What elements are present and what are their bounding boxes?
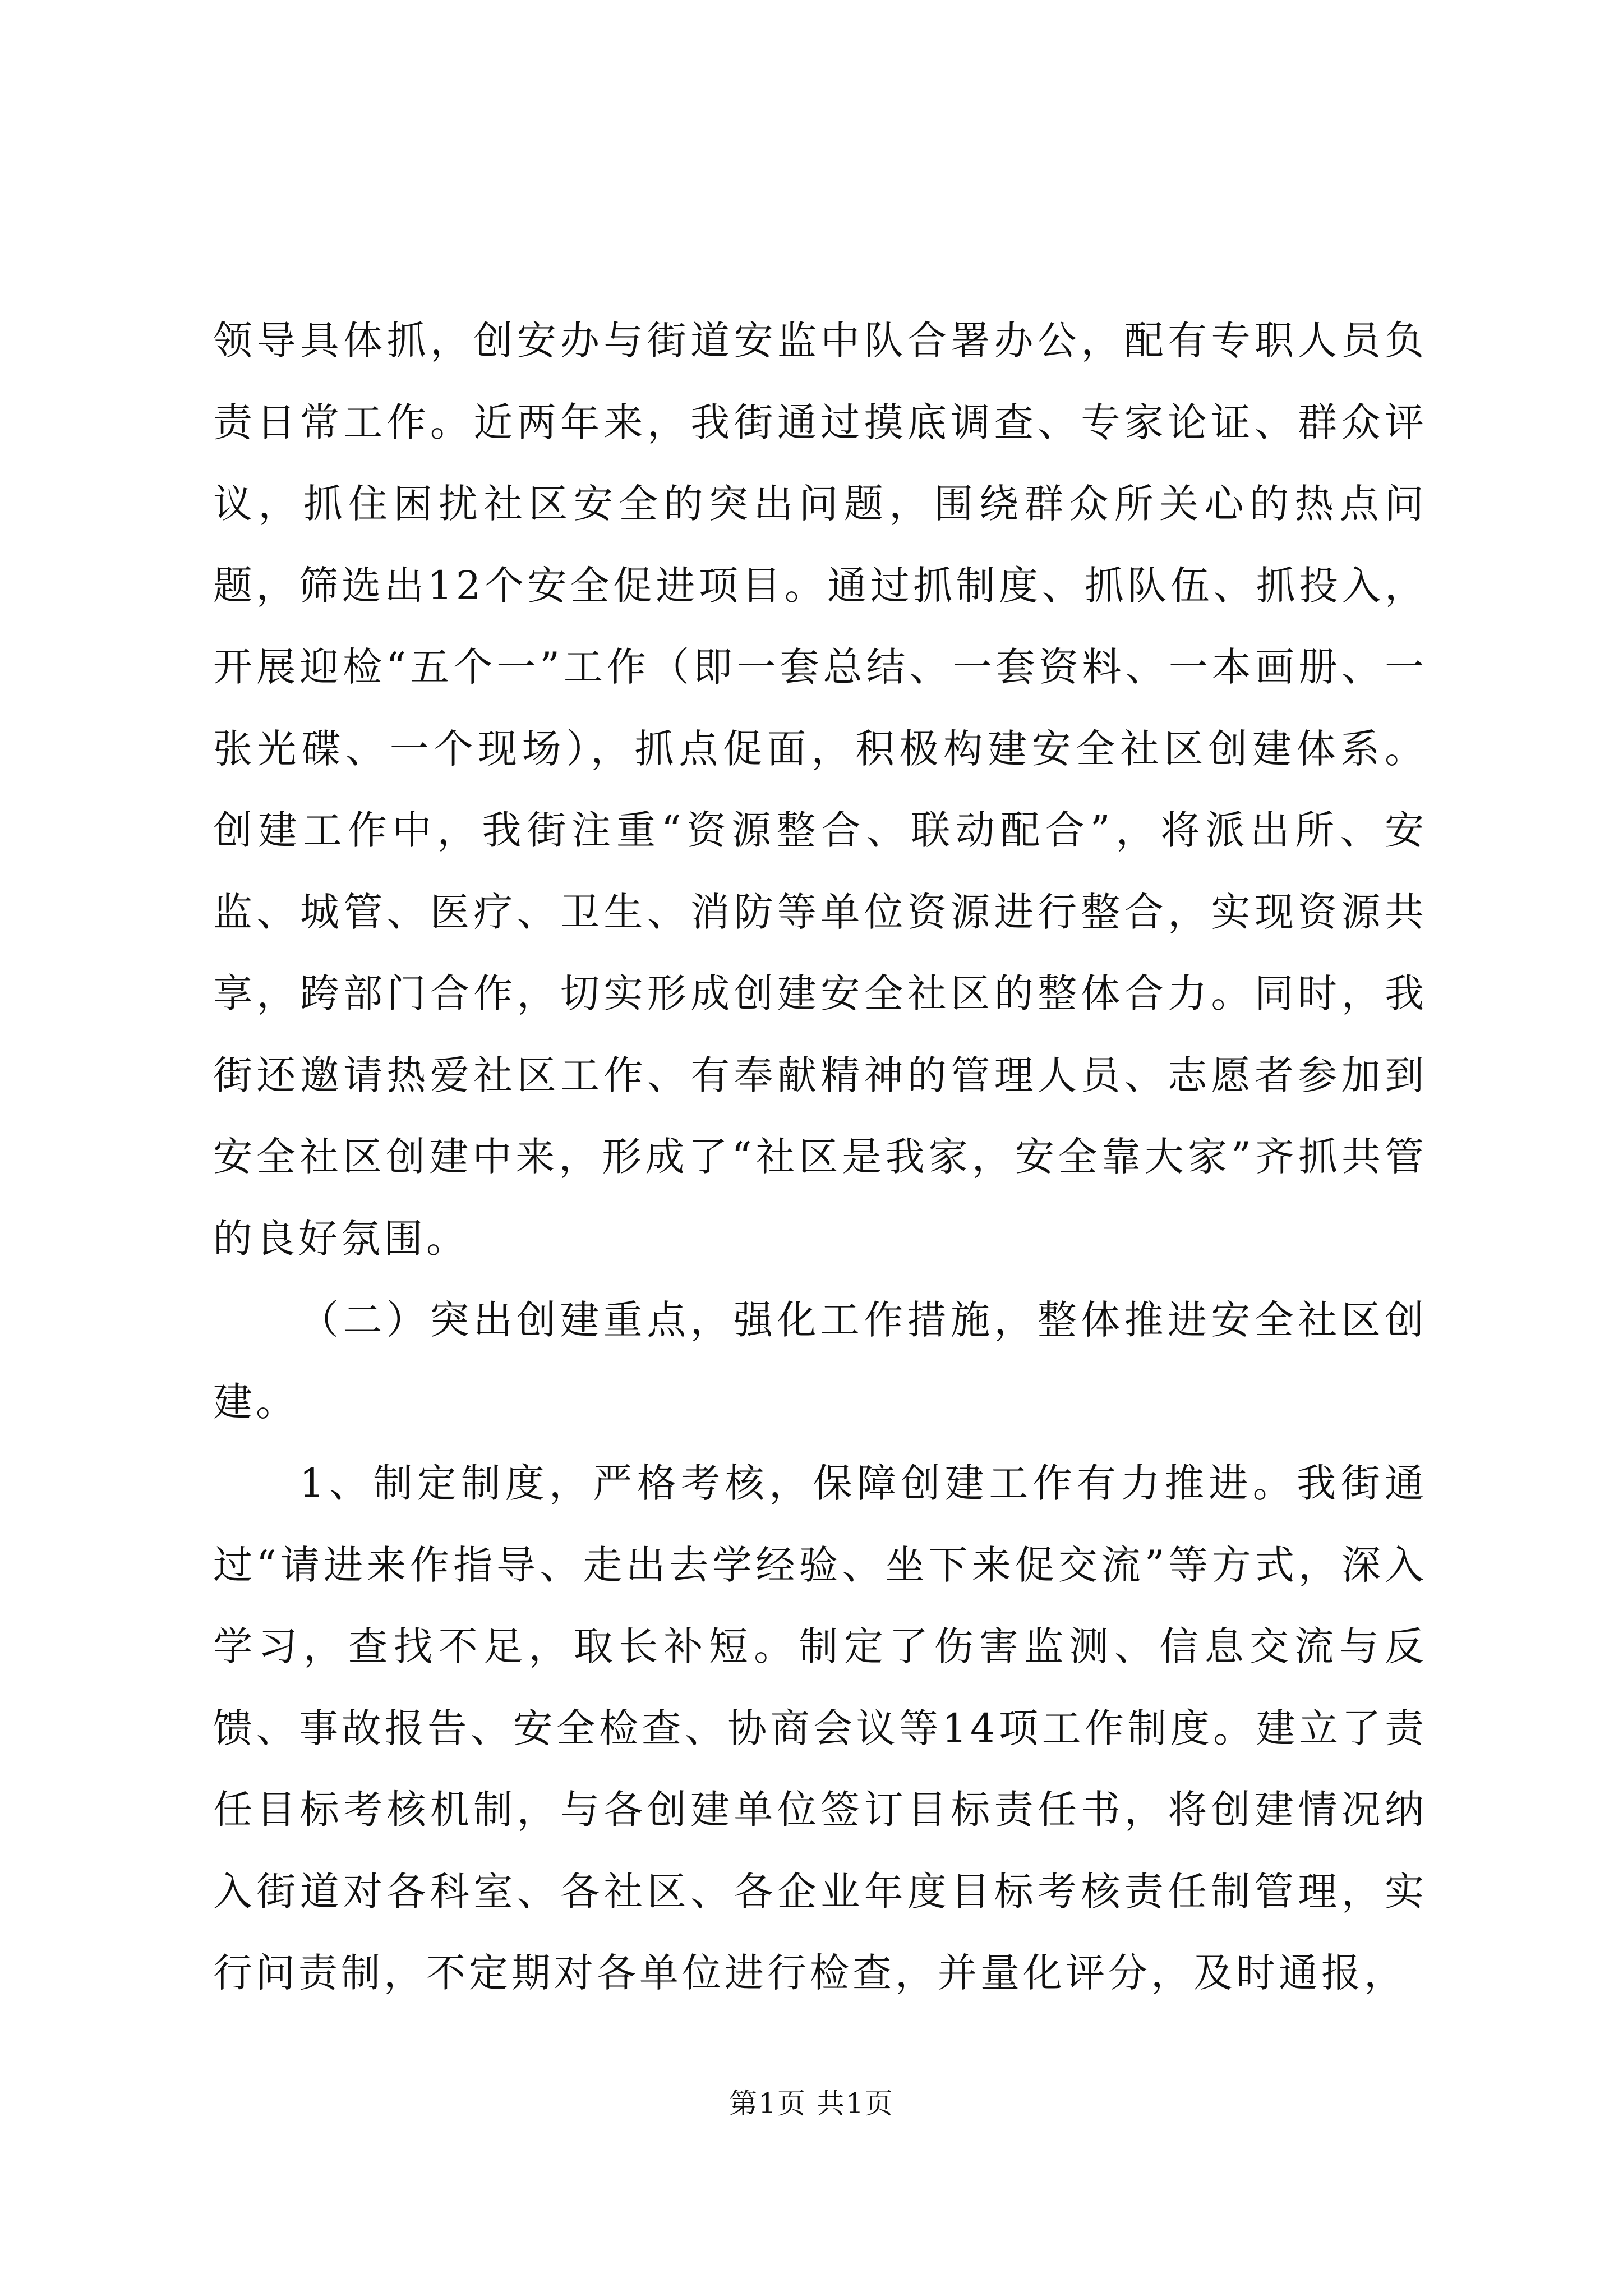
page-footer bbox=[0, 2087, 1623, 2120]
paragraph-1: 领导具体抓，创安办与街道安监中队合署办公，配有专职人员负责日常工作。近两年来，我街通过摸底调查、专家论证、群众评议，抓住困扰社区安全的突出问题，围绕群众所关心的热点问题，筛选出12个安全促进项目。通过抓制度、抓队伍、抓投入，开展迎检“五个一”工作（即一套总结、一套资料、一本画册、一张光碟、一个现场），抓点促面，积极构建安全社区创建体系。创建工作中，我街注重“资源整合、联动配合”，将派出所、安监、城管、医疗、卫生、消防等单位资源进行整合，实现资源共享，跨部门合作，切实形成创建安全社区的整体合力。同时，我街还邀请热爱社区工作、有奉献精神的管理人员、志愿者参加到安全社区创建中来，形成了“社区是我家，安全靠大家”齐抓共管的良好氛围。 bbox=[213, 318, 1427, 1262]
document-body bbox=[213, 300, 1427, 2014]
paragraph-2-section-heading: （二）突出创建重点，强化工作措施，整体推进安全社区创建。 bbox=[213, 1297, 1427, 1425]
page-number-label: 第1页 共1页 bbox=[729, 2087, 894, 2120]
paragraph-3: 1、制定制度，严格考核，保障创建工作有力推进。我街通过“请进来作指导、走出去学经验、坐下来促交流”等方式，深入学习，查找不足，取长补短。制定了伤害监测、信息交流与反馈、事故报告、安全检查、协商会议等14项工作制度。建立了责任目标考核机制，与各创建单位签订目标责任书，将创建情况纳入街道对各科室、各社区、各企业年度目标考核责任制管理，实行问责制，不定期对各单位进行检查，并量化评分，及时通报， bbox=[213, 1460, 1427, 1996]
